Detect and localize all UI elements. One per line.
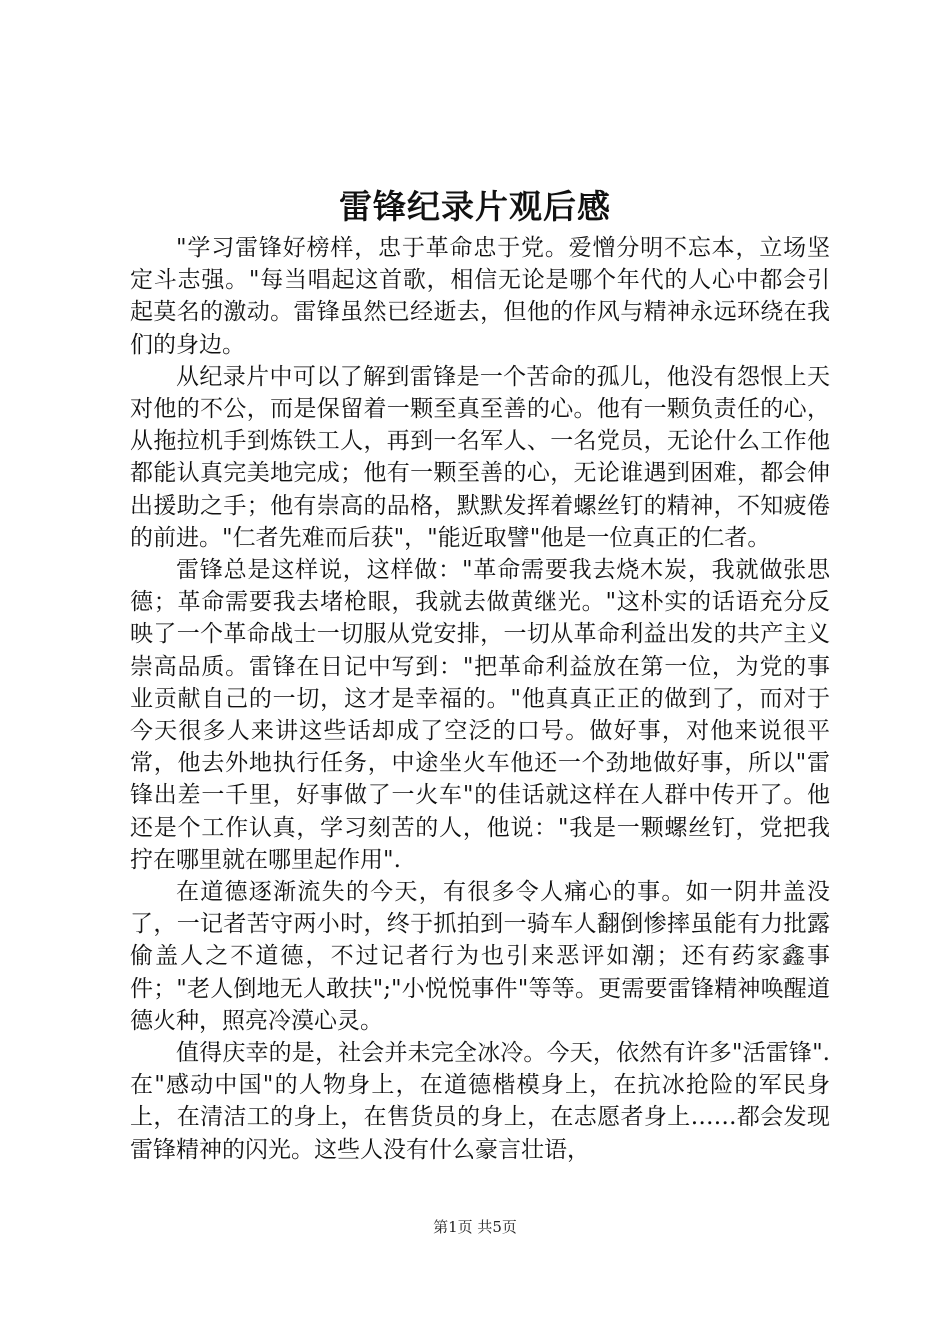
paragraph: 在道德逐渐流失的今天，有很多令人痛心的事。如一阴井盖没了，一记者苦守两小时，终于抓拍到一骑车人翻倒惨摔虽能有力批露偷盖人之不道德，不过记者行为也引来恶评如潮；还有药家鑫事件；"老人倒地无人敢扶";"小悦悦事件"等等。更需要雷锋精神唤醒道德火种，照亮冷漠心灵。 (130, 879, 830, 1034)
page-total: 共5页 (477, 1218, 517, 1236)
document-body (130, 232, 830, 1166)
paragraph: 从纪录片中可以了解到雷锋是一个苦命的孤儿，他没有怨恨上天对他的不公，而是保留着一颗至真至善的心。他有一颗负责任的心，从拖拉机手到炼铁工人，再到一名军人、一名党员，无论什么工作他都能认真完美地完成；他有一颗至善的心，无论谁遇到困难，都会伸出援助之手；他有崇高的品格，默默发挥着螺丝钉的精神，不知疲倦的前进。"仁者先难而后获"，"能近取譬"他是一位真正的仁者。 (130, 363, 830, 551)
paragraph: "学习雷锋好榜样，忠于革命忠于党。爱憎分明不忘本，立场坚定斗志强。"每当唱起这首歌，相信无论是哪个年代的人心中都会引起莫名的激动。雷锋虽然已经逝去，但他的作风与精神永远环绕在我们的身边。 (130, 235, 830, 358)
page-number: 第1页 (433, 1218, 473, 1236)
paragraph: 雷锋总是这样说，这样做："革命需要我去烧木炭，我就做张思德；革命需要我去堵枪眼，我就去做黄继光。"这朴实的话语充分反映了一个革命战士一切服从党安排，一切从革命利益出发的共产主义崇高品质。雷锋在日记中写到："把革命利益放在第一位，为党的事业贡献自己的一切，这才是幸福的。"他真真正正的做到了，而对于今天很多人来讲这些话却成了空泛的口号。做好事，对他来说很平常，他去外地执行任务，中途坐火车他还一个劲地做好事，所以"雷锋出差一千里，好事做了一火车"的佳话就这样在人群中传开了。他还是个工作认真，学习刻苦的人，他说："我是一颗螺丝钉，党把我拧在哪里就在哪里起作用". (130, 557, 830, 873)
document-title: 雷锋纪录片观后感 (339, 187, 611, 226)
page-footer (0, 1216, 950, 1238)
paragraph: 值得庆幸的是，社会并未完全冰冷。今天，依然有许多"活雷锋".在"感动中国"的人物身上，在道德楷模身上，在抗冰抢险的军民身上，在清洁工的身上，在售货员的身上，在志愿者身上……都会发现雷锋精神的闪光。这些人没有什么豪言壮语， (130, 1040, 830, 1163)
